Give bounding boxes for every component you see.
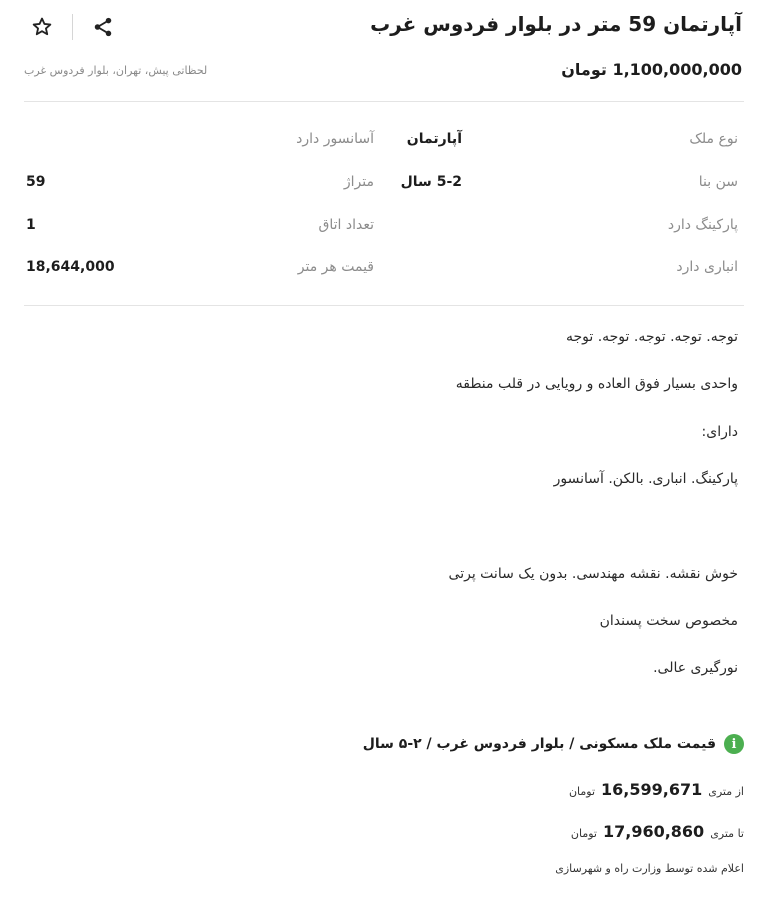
age-label: سن بنا (698, 174, 738, 190)
price-from-row (569, 780, 744, 799)
price-to-value: 17,960,860 (602, 822, 705, 841)
area-label: متراژ (343, 174, 374, 190)
area-value: 59 (26, 174, 46, 190)
description-line: پارکینگ. انباری. بالکن. آسانسور (553, 471, 738, 487)
header-divider (72, 14, 73, 40)
price-estimate-title: قیمت ملک مسکونی / بلوار فردوس غرب / ۲-۵ سال (362, 736, 716, 752)
price-to-row (571, 822, 744, 841)
description-line: توجه. توجه. توجه. توجه. توجه (565, 329, 738, 345)
price-from-value: 16,599,671 (601, 780, 703, 799)
price-to-prefix: تا متری (710, 827, 744, 840)
share-button[interactable] (89, 13, 117, 41)
listing-price: 1,100,000,000 تومان (561, 60, 742, 79)
price-per-meter-label: قیمت هر متر (297, 259, 374, 275)
currency-label: تومان (568, 785, 596, 798)
description-line: مخصوص سخت پسندان (599, 613, 738, 629)
description-line: واحدی بسیار فوق العاده و رویایی در قلب منطقه (455, 376, 738, 392)
property-type-value: آپارتمان (406, 131, 462, 147)
elevator-feature: آسانسور دارد (296, 131, 374, 147)
currency-label: تومان (570, 827, 597, 840)
header-actions (28, 12, 117, 42)
divider (24, 305, 744, 306)
divider (24, 101, 744, 102)
description-line: دارای: (701, 424, 738, 440)
description-line: نورگیری عالی. (653, 660, 738, 676)
price-from-prefix: از متری (708, 785, 744, 798)
description-line: خوش نقشه. نقشه مهندسی. بدون یک سانت پرتی (448, 566, 738, 582)
age-value: 5-2 سال (400, 174, 462, 190)
parking-feature: پارکینگ دارد (667, 217, 738, 233)
page-title: آپارتمان 59 متر در بلوار فردوس غرب (370, 12, 742, 36)
price-source-note: اعلام شده توسط وزارت راه و شهرسازی (555, 862, 744, 875)
price-estimate-header (363, 734, 744, 754)
info-icon: i (724, 734, 744, 754)
storage-feature: انباری دارد (676, 259, 738, 275)
rooms-label: تعداد اتاق (318, 217, 374, 233)
bookmark-button[interactable] (28, 13, 56, 41)
property-type-label: نوع ملک (689, 131, 738, 147)
price-per-meter-value: 18,644,000 (26, 259, 115, 275)
share-icon (92, 16, 114, 38)
rooms-value: 1 (26, 217, 36, 233)
listing-location: لحظاتی پیش، تهران، بلوار فردوس غرب (24, 64, 208, 77)
star-outline-icon (31, 16, 53, 38)
